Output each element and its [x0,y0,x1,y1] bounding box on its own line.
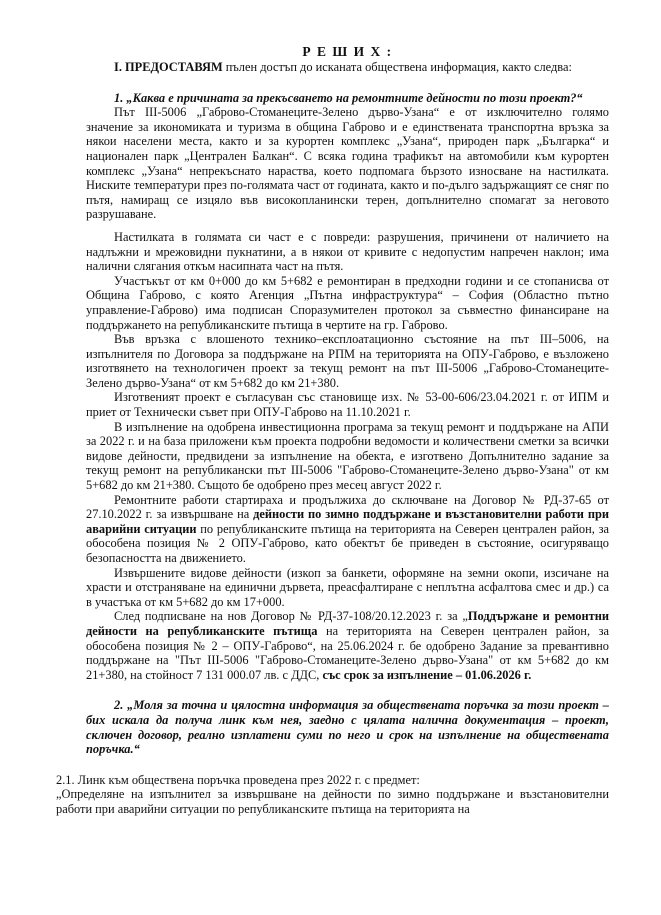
paragraph-1: Път III-5006 „Габрово-Стоманеците-Зелено дърво-Узана“ е от изключително голямо значение за икономиката и туризма в община Габрово и е единствената транспортна връзка за някои населени места, както и за курортен комплекс „Узана“, природен парк „Българка“ и национален парк „Централен Балкан“. С всяка година трафикът на автомобили към курортен комплекс „Узана“ непрекъснато нараства, което подпомага бързото износване на настилката. Ниските температури през по-голямата част от годината, както и по-дълго задържащият се сняг по пътя, намиращ се изцяло във високопланински терен, допълнително спомагат за неговото разрушаване. [86,105,609,222]
paragraph-9-text: След подписване на нов Договор № РД-37-108/20.12.2023 г. за „ [114,609,468,624]
paragraph-9 [86,609,609,682]
paragraph-9-text-mid: на територията на Северен централен район, за обособена позиция № 2 – ОПУ-Габрово“, на 25.06.2024 г. бе одобрено Задание за превантивно поддържане на "Път III-5006 "Габрово-Стоманеците-Зелено дърво-Узана" от км 5+682 до км 21+380, на стойност 7 131 000.07 лв. с ДДС, [86,623,609,682]
section-intro-bold: I. ПРЕДОСТАВЯМ [114,60,223,74]
paragraph-9-deadline: със срок за изпълнение – 01.06.2026 г. [322,667,532,682]
question-1: 1. „Каква е причината за прекъсването на ремонтните дейности по този проект?“ [114,90,583,105]
paragraph-9-bold: Поддържане и ремонтни дейности на републиканските пътища [86,609,609,638]
section-intro [86,60,609,75]
paragraph-3: Участъкът от км 0+000 до км 5+682 е ремонтиран в предходни години и се стопанисва от Община Габрово, с която Агенция „Пътна инфраструктура“ – София (Областно пътно управление-Габрово) има подписан Споразумителен протокол за съвместно финансиране на поддържането на републиканските пътища в чертите на гр. Габрово. [86,273,609,332]
section-intro-rest: пълен достъп до исканата обществена информация, както следва: [222,60,572,74]
paragraph-7-text-end: по републиканските пътища на територията на Северен централен район, за обособена позиция № 2 ОПУ-Габрово, като обектът бе приведен в състояние, осигуряващо безопасността на движението. [86,521,609,565]
paragraph-7 [86,493,609,566]
paragraph-2: Настилката в голямата си част е с повреди: разрушения, причинени от наличието на надлъжни и мрежовидни пукнатини, а в някои от кривите с недопустим напречен наклон; има налични слягания откъм насипната част на пътя. [86,229,609,274]
paragraph-5: Изготвеният проект е съгласуван със становище изх. № 53-00-606/23.04.2021 г. от ИПМ и приет от Технически съвет при ОПУ-Габрово на 11.10.2021 г. [86,390,609,420]
section-2-1-heading: 2.1. Линк към обществена поръчка проведена през 2022 г. с предмет: [56,772,420,787]
section-2-1-text: „Определяне на изпълнител за извършване на дейности по зимно поддържане и възстановителни работи при аварийни ситуации по републиканските пътища на територията на [56,787,609,816]
paragraph-7-text: Ремонтните работи стартираха и продължиха до сключване на Договор № РД-37-65 от 27.10.2022 г. за извършване на [86,492,609,522]
paragraph-6: В изпълнение на одобрена инвестиционна програма за текущ ремонт и поддържане на АПИ за 2022 г. и на база приложени към проекта подробни ведомости и количествени сметки за всички видове дейности, предвидени за изпълнение на обекта, е изготвено Допълнително задание за текущ ремонт на републикански път III-5006 "Габрово-Стоманеците-Зелено дърво-Узана" от км 5+682 до км 21+380. Същото бе одобрено през месец август 2022 г. [86,419,609,493]
paragraph-7-bold: дейности по зимно поддържане и възстановителни работи при аварийни ситуации [86,507,609,536]
decision-title: Р Е Ш И Х : [302,44,393,59]
question-2: 2. „Моля за точна и цялостна информация за обществената поръчка за този проект – бих искала да получа линк към нея, заедно с цялата налична документация – проект, сключен договор, реално изплатени суми по него и срок на изпълнение на обществената поръчка.“ [86,698,609,757]
paragraph-8: Извършените видове дейности (изкоп за банкети, оформяне на земни окопи, изсичане на храсти и отстраняване на единични дървета, преасфалтиране с неплътна асфалтова смес и др.) са в участъка от км 5+682 до км 17+000. [86,565,609,609]
paragraph-4: Във връзка с влошеното технико–експлоатационно състояние на път III–5006, на изпълнителя по Договора за поддържане на РПМ на територията на ОПУ-Габрово, е възложено изготвянето на технологичен проект за текущ ремонт на път III-5006 „Габрово-Стоманеците-Зелено дърво-Узана“ от км 5+682 до км 21+380. [86,332,609,390]
